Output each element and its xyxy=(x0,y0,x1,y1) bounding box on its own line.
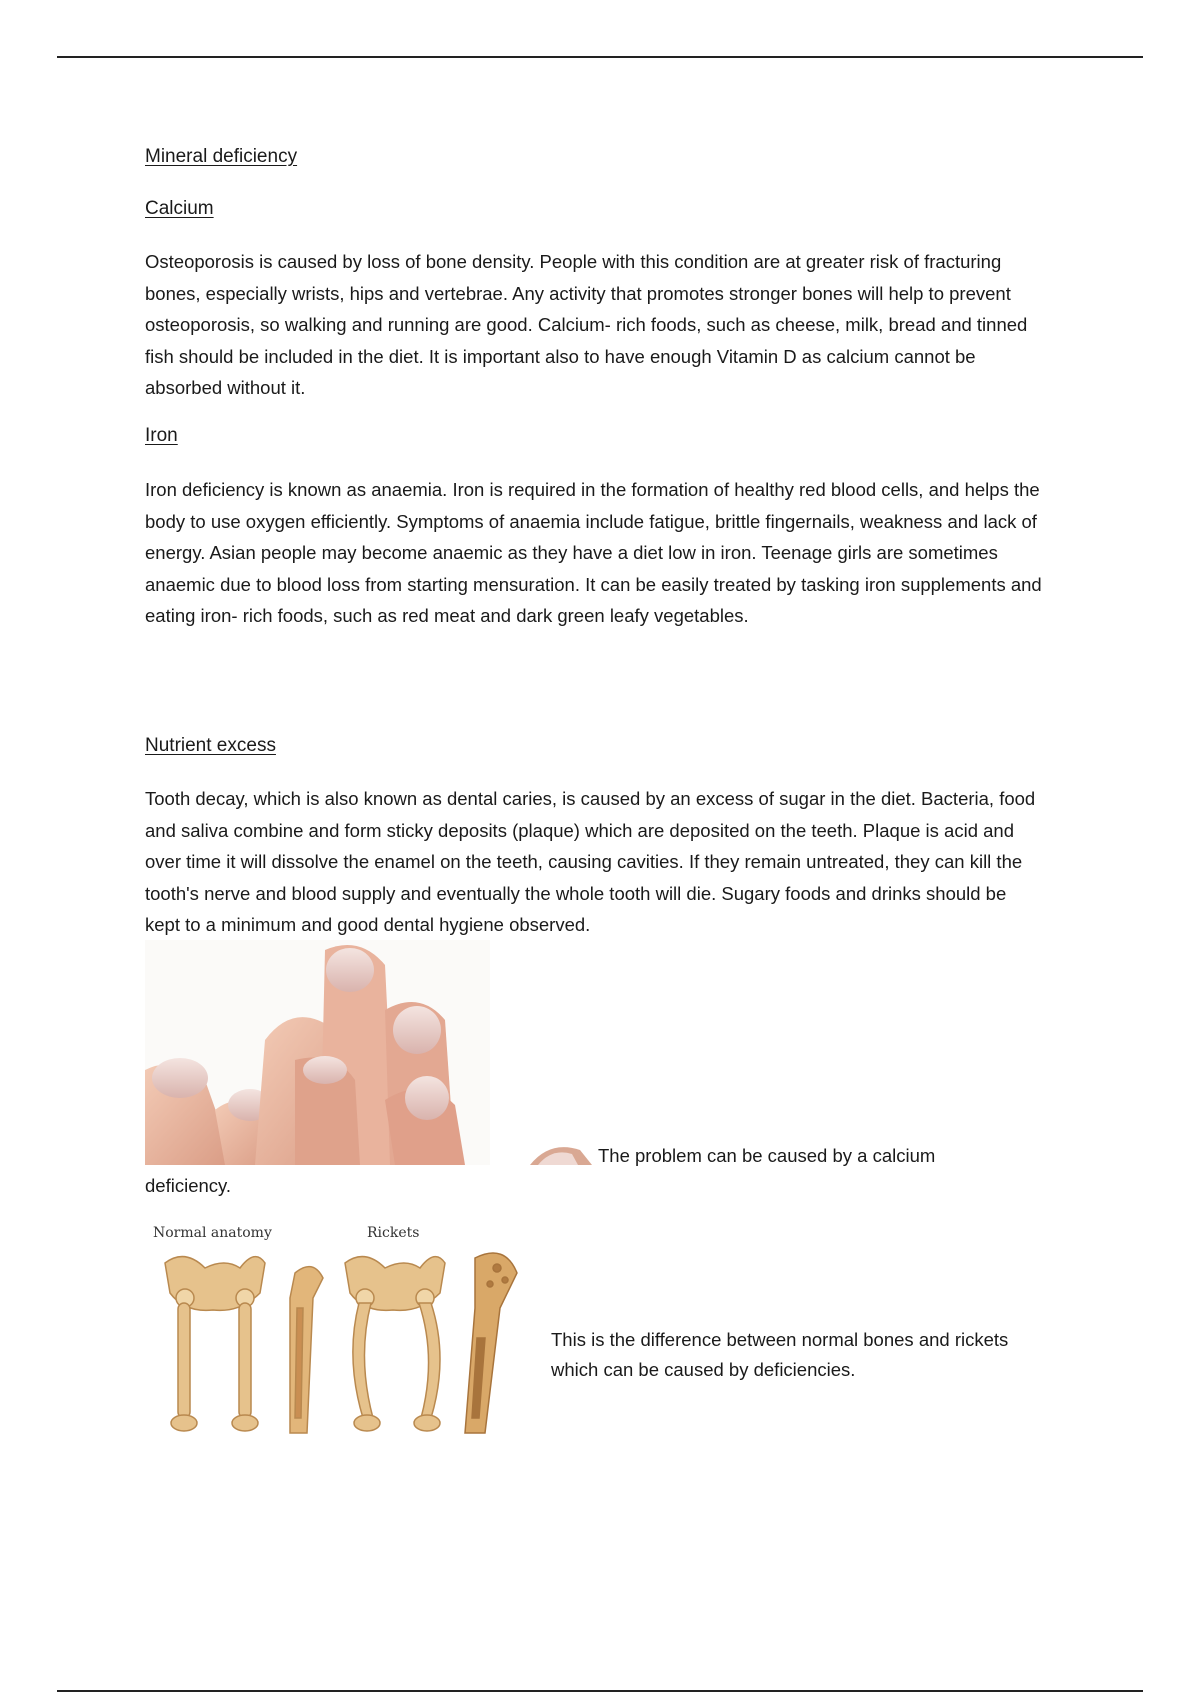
bones-caption: This is the difference between normal bones and rickets which can be caused by deficiencies. xyxy=(551,1329,1009,1380)
fingernails-image xyxy=(145,940,490,1165)
nail-fragment xyxy=(530,1140,592,1165)
normal-anatomy-label: Normal anatomy xyxy=(153,1225,272,1241)
footer-rule xyxy=(57,1690,1143,1692)
bones-illustration xyxy=(145,1218,535,1443)
calcium-paragraph: Osteoporosis is caused by loss of bone density. People with this condition are at greater risk of fracturing bones, especially wrists, hips and vertebrae. Any activity that promotes stronger bones will help to prevent osteoporosis, so walking and running are good. Calcium- rich foods, such as cheese, milk, bread and tinned fish should be included in the diet. It is important also to have enough Vitamin D as calcium cannot be absorbed without it. xyxy=(145,251,1028,398)
rickets-label: Rickets xyxy=(367,1225,420,1241)
header-rule xyxy=(57,56,1143,58)
nails-caption-line1: The problem can be caused by a calcium xyxy=(598,1145,936,1166)
calcium-heading: Calcium xyxy=(145,198,214,219)
nail-fragment-image xyxy=(530,1140,592,1165)
fingers-illustration xyxy=(145,940,490,1165)
iron-heading: Iron xyxy=(145,425,178,446)
bones-comparison-image xyxy=(145,1218,535,1443)
nutrient-excess-heading: Nutrient excess xyxy=(145,735,276,756)
nails-caption-line2: deficiency. xyxy=(145,1175,232,1196)
iron-paragraph: Iron deficiency is known as anaemia. Iron is required in the formation of healthy red blood cells, and helps the body to use oxygen efficiently. Symptoms of anaemia include fatigue, brittle fingernails, weakness and lack of energy. Asian people may become anaemic as they have a diet low in iron. Teenage girls are sometimes anaemic due to blood loss from starting mensuration. It can be easily treated by tasking iron supplements and eating iron- rich foods, such as red meat and dark green leafy vegetables. xyxy=(145,479,1042,626)
mineral-deficiency-heading: Mineral deficiency xyxy=(145,146,298,167)
nutrient-excess-paragraph: Tooth decay, which is also known as dental caries, is caused by an excess of sugar in the diet. Bacteria, food and saliva combine and form sticky deposits (plaque) which are deposited on the teeth. Plaque is acid and over time it will dissolve the enamel on the teeth, causing cavities. If they remain untreated, they can kill the tooth's nerve and blood supply and eventually the whole tooth will die. Sugary foods and drinks should be kept to a minimum and good dental hygiene observed. xyxy=(145,788,1036,935)
